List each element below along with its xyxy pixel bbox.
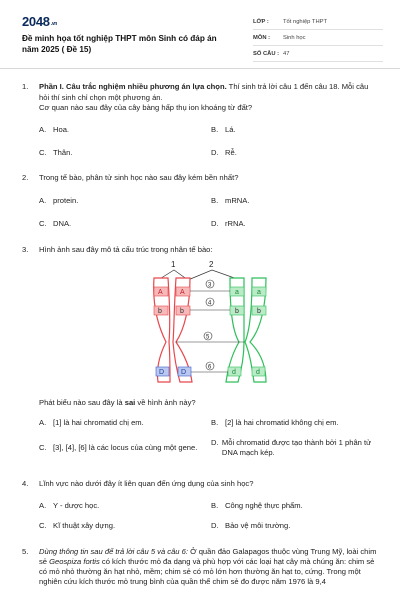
question-text: Hình ảnh sau đây mô tả cấu trúc trong nhân tế bào: bbox=[39, 245, 213, 254]
allele-A-left-2: A bbox=[180, 289, 185, 296]
document-meta bbox=[253, 14, 383, 62]
option-b[interactable]: B. Lá. bbox=[211, 125, 236, 134]
question-number: 4. bbox=[22, 479, 29, 488]
option-a[interactable]: A. Y - dược học. bbox=[39, 501, 100, 510]
allele-a-right-1: a bbox=[235, 289, 239, 296]
allele-b-left-2: b bbox=[180, 308, 184, 315]
option-d[interactable]: D. rRNA. bbox=[211, 219, 246, 228]
marker-5: 5 bbox=[206, 334, 210, 341]
chromatid-label-1: 1 bbox=[171, 260, 176, 269]
question-number: 3. bbox=[22, 245, 29, 254]
question-text: Phần I. Câu trắc nghiệm nhiều phương án lựa chọn. Thí sinh trả lời câu 1 đến câu 18. Mỗi câu hỏi thí sinh chỉ chọn một phương án. Cơ quan nào sau đây của cây bàng hấp thụ ion khoáng từ đất? bbox=[39, 82, 369, 112]
allele-b-right-1: b bbox=[235, 308, 239, 315]
chromosome-figure bbox=[140, 258, 280, 386]
site-logo[interactable]: $2048^{.vn}$ bbox=[22, 14, 58, 29]
document-title: Đề minh họa tốt nghiệp THPT môn Sinh có đáp án năm 2025 ( Đề 15) bbox=[22, 34, 217, 54]
question-number: 1. bbox=[22, 82, 29, 91]
option-d[interactable]: D. Rễ. bbox=[211, 148, 237, 157]
option-a[interactable]: A. Hoa. bbox=[39, 125, 70, 134]
option-c[interactable]: C. DNA. bbox=[39, 219, 72, 228]
option-b[interactable]: B. Công nghệ thực phẩm. bbox=[211, 501, 303, 510]
allele-b-left-1: b bbox=[158, 308, 162, 315]
marker-3: 3 bbox=[208, 282, 212, 289]
option-d[interactable]: D. Mỗi chromatid được tạo thành bởi 1 phân tử DNA mạch kép. bbox=[211, 438, 372, 457]
option-c[interactable]: C. [3], [4], [6] là các locus của cùng một gene. bbox=[39, 443, 198, 452]
document-header bbox=[0, 0, 400, 69]
marker-4: 4 bbox=[208, 300, 212, 307]
chromatid-label-2: 2 bbox=[209, 260, 214, 269]
allele-a-right-2: a bbox=[257, 289, 261, 296]
allele-A-left-1: A bbox=[158, 289, 163, 296]
option-c[interactable]: C. Thân. bbox=[39, 148, 73, 157]
option-d[interactable]: D. Bảo vệ môi trường. bbox=[211, 521, 291, 530]
meta-subject: MÔN : Sinh học bbox=[253, 30, 383, 46]
option-a[interactable]: A. protein. bbox=[39, 196, 79, 205]
question-stem: Phát biểu nào sau đây là sai về hình ảnh này? bbox=[39, 398, 196, 407]
meta-class: LỚP : Tốt nghiệp THPT bbox=[253, 14, 383, 30]
allele-D-left-1: D bbox=[159, 369, 165, 376]
question-number: 5. bbox=[22, 547, 29, 556]
option-a[interactable]: A. [1] là hai chromatid chị em. bbox=[39, 418, 144, 427]
question-number: 2. bbox=[22, 173, 29, 182]
marker-6: 6 bbox=[208, 364, 212, 371]
question-text: Trong tế bào, phân tử sinh học nào sau đây kém bền nhất? bbox=[39, 173, 239, 182]
allele-b-right-2: b bbox=[257, 308, 261, 315]
option-c[interactable]: C. Kĩ thuật xây dựng. bbox=[39, 521, 116, 530]
question-text: Dùng thông tin sau để trả lời câu 5 và câu 6: Ở quần đảo Galapagos thuộc vùng Trung Mỹ, loài chim sẻ Geospiza fortis có kích thước mỏ đa dạng và phù hợp với các loại hạt cây mà chúng ăn: chim sẻ có mỏ nhỏ thường ăn hạt nhỏ, mềm; chim sẻ có mỏ lớn hơn thường ăn hạt to, cứng. Trong một nghiên cứu kích thước mỏ trung bình của quần thể chim sẻ đo được năm 1976 là 9,4 bbox=[39, 547, 377, 586]
allele-d-right-1: d bbox=[232, 369, 236, 376]
question-text: Lĩnh vực nào dưới đây ít liên quan đến ứng dụng của sinh học? bbox=[39, 479, 254, 488]
option-b[interactable]: B. mRNA. bbox=[211, 196, 250, 205]
allele-D-left-2: D bbox=[181, 369, 187, 376]
option-b[interactable]: B. [2] là hai chromatid không chị em. bbox=[211, 418, 339, 427]
allele-d-right-2: d bbox=[256, 369, 260, 376]
meta-question-count: SỐ CÂU : 47 bbox=[253, 46, 383, 62]
